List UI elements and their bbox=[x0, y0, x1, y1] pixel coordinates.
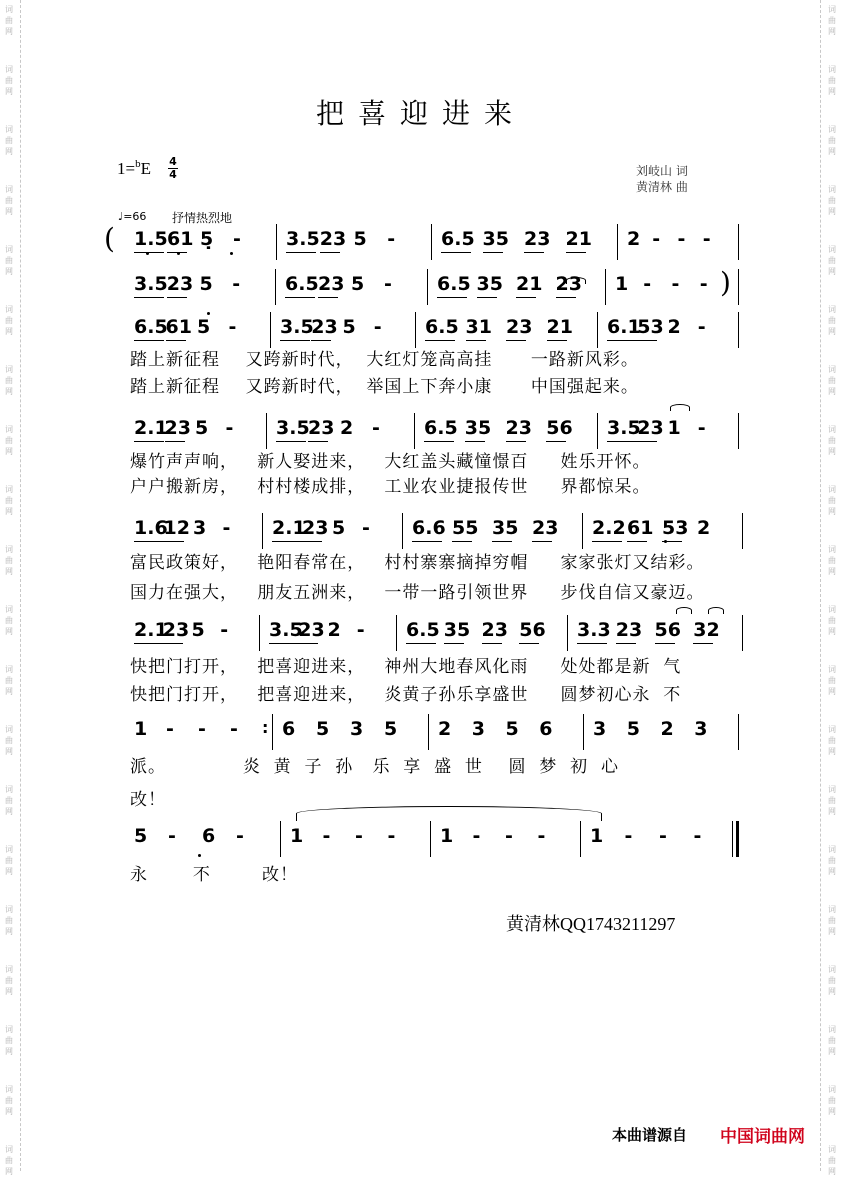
note: - bbox=[693, 825, 702, 847]
beam bbox=[637, 340, 657, 341]
beam bbox=[320, 252, 340, 253]
note: 1 bbox=[615, 273, 629, 295]
lyric-line: 踏上新征程 又跨新时代， 举国上下奔小康 中国强起来。 bbox=[130, 377, 639, 397]
note: - bbox=[677, 228, 686, 250]
note: 1 bbox=[290, 825, 304, 847]
note: - bbox=[230, 718, 238, 740]
source-site-link[interactable]: 中国词曲网 bbox=[720, 1127, 805, 1147]
note: 2.1 bbox=[134, 619, 168, 641]
lyric-line: 快把门打开， 把喜迎进来， 神州大地春风化雨 处处都是新 气 bbox=[130, 657, 682, 677]
watermark-text: 词 曲 网 bbox=[828, 785, 836, 816]
bar-line bbox=[415, 312, 416, 348]
slur-arc bbox=[670, 404, 690, 411]
bar-line bbox=[732, 821, 733, 857]
beam bbox=[516, 297, 536, 298]
lyric-line: 快把门打开， 把喜迎进来， 炎黄子孙乐享盛世 圆梦初心永 不 bbox=[130, 685, 682, 705]
note: 2.2 bbox=[592, 517, 626, 539]
bar-line bbox=[272, 714, 273, 750]
note: - bbox=[198, 718, 206, 740]
beam bbox=[425, 340, 455, 341]
note: - bbox=[322, 825, 331, 847]
bar-line bbox=[597, 413, 598, 449]
note: 23 bbox=[166, 273, 194, 295]
watermark-text: 词 曲 网 bbox=[5, 545, 13, 576]
note: 23 bbox=[319, 228, 347, 250]
bar-line bbox=[738, 224, 739, 260]
bar-line bbox=[617, 224, 618, 260]
slur-arc bbox=[708, 607, 724, 614]
note: 6.5 bbox=[425, 316, 459, 338]
watermark-text: 词 曲 网 bbox=[828, 665, 836, 696]
note: 3.5 bbox=[286, 228, 320, 250]
note: 23 bbox=[615, 619, 643, 641]
note: 5 bbox=[134, 825, 148, 847]
beam bbox=[546, 441, 566, 442]
tie-arc bbox=[296, 806, 602, 821]
note: 53 bbox=[662, 517, 689, 539]
note: 6.5 bbox=[424, 417, 458, 439]
bar-line bbox=[414, 413, 415, 449]
note: 35 bbox=[492, 517, 519, 539]
note: - bbox=[233, 228, 241, 250]
beam bbox=[637, 441, 657, 442]
bar-line bbox=[742, 513, 743, 549]
note: 3 bbox=[193, 517, 207, 539]
note: 3.3 bbox=[577, 619, 611, 641]
beam bbox=[285, 297, 315, 298]
note: 6.6 bbox=[412, 517, 446, 539]
note: 35 bbox=[443, 619, 471, 641]
bar-line bbox=[738, 413, 739, 449]
beam bbox=[693, 643, 713, 644]
note: 23 bbox=[308, 417, 335, 439]
note: - bbox=[697, 316, 706, 338]
arranger-signature: 黄清林QQ1743211297 bbox=[506, 914, 676, 934]
beam bbox=[441, 252, 471, 253]
note: 3.5 bbox=[269, 619, 303, 641]
note: 3 bbox=[350, 718, 364, 740]
note: 3 bbox=[471, 718, 485, 740]
beam bbox=[607, 441, 637, 442]
note: 6.5 bbox=[134, 316, 168, 338]
bar-line bbox=[583, 714, 584, 750]
note: - bbox=[372, 417, 380, 439]
note: 56 bbox=[519, 619, 546, 641]
bar-line bbox=[266, 413, 267, 449]
note: 1.6 bbox=[134, 517, 168, 539]
note: 5 bbox=[195, 417, 209, 439]
note: 56 bbox=[654, 619, 681, 641]
note: 3 bbox=[694, 718, 708, 740]
octave-dot bbox=[177, 252, 180, 255]
lyric-line: 爆竹声声响， 新人娶进来， 大红盖头藏憧憬百 姓乐开怀。 bbox=[130, 452, 651, 472]
note: 23 bbox=[162, 619, 190, 641]
note: - bbox=[624, 825, 633, 847]
beam bbox=[163, 643, 183, 644]
note: 6.5 bbox=[437, 273, 471, 295]
beam bbox=[269, 643, 299, 644]
source-label: 本曲谱源自 bbox=[612, 1126, 688, 1144]
note: - bbox=[168, 825, 176, 847]
bar-line bbox=[580, 821, 581, 857]
beam bbox=[592, 541, 622, 542]
bar-line bbox=[582, 513, 583, 549]
note: - bbox=[236, 825, 244, 847]
watermark-text: 词 曲 网 bbox=[5, 5, 13, 36]
beam bbox=[616, 643, 636, 644]
note: - bbox=[702, 228, 711, 250]
right-margin-line bbox=[820, 0, 822, 1171]
note: 61 bbox=[165, 316, 192, 338]
beam bbox=[412, 541, 442, 542]
beam bbox=[607, 340, 637, 341]
beam bbox=[437, 297, 467, 298]
watermark-text: 词 曲 网 bbox=[5, 1085, 13, 1116]
watermark-text: 词 曲 网 bbox=[828, 125, 836, 156]
watermark-text: 词 曲 网 bbox=[5, 845, 13, 876]
watermark-text: 词 曲 网 bbox=[5, 125, 13, 156]
beam bbox=[280, 340, 310, 341]
note: 2 bbox=[438, 718, 452, 740]
repeat-dots: : bbox=[262, 718, 269, 737]
watermark-text: 词 曲 网 bbox=[828, 1025, 836, 1056]
note: - bbox=[362, 517, 370, 539]
beam bbox=[477, 297, 497, 298]
note: 21 bbox=[516, 273, 543, 295]
lyricist-credit: 刘岐山 词 bbox=[636, 164, 688, 178]
note: 31 bbox=[465, 316, 492, 338]
watermark-text: 词 曲 网 bbox=[828, 305, 836, 336]
bar-line bbox=[430, 821, 431, 857]
watermark-text: 词 曲 网 bbox=[828, 905, 836, 936]
bar-line bbox=[738, 312, 739, 348]
open-paren: ( bbox=[104, 222, 115, 255]
beam bbox=[302, 541, 322, 542]
bar-line bbox=[597, 312, 598, 348]
note: 5 bbox=[342, 316, 356, 338]
beam bbox=[134, 297, 164, 298]
note: - bbox=[505, 825, 513, 847]
song-title: 把喜迎进来 bbox=[315, 97, 526, 130]
watermark-text: 词 曲 网 bbox=[828, 1145, 836, 1176]
note: - bbox=[643, 273, 652, 295]
note: - bbox=[472, 825, 481, 847]
note: 2 bbox=[340, 417, 354, 439]
note: 21 bbox=[565, 228, 592, 250]
bar-line bbox=[276, 224, 277, 260]
note: 3.5 bbox=[607, 417, 641, 439]
note: 3.5 bbox=[276, 417, 310, 439]
bar-line bbox=[396, 615, 397, 651]
watermark-text: 词 曲 网 bbox=[5, 365, 13, 396]
beam bbox=[577, 643, 607, 644]
bar-line bbox=[428, 714, 429, 750]
bar-line bbox=[742, 615, 743, 651]
close-paren: ) bbox=[720, 266, 731, 299]
lyric-line: 国力在强大， 朋友五洲来， 一带一路引领世界 步伐自信又豪迈。 bbox=[130, 583, 705, 603]
beam bbox=[466, 340, 486, 341]
watermark-text: 词 曲 网 bbox=[5, 1145, 13, 1176]
beam bbox=[311, 340, 331, 341]
beam bbox=[164, 541, 184, 542]
note: 23 bbox=[318, 273, 345, 295]
tempo-mark: ♩=66 bbox=[118, 210, 147, 223]
beam bbox=[655, 643, 675, 644]
beam bbox=[167, 297, 187, 298]
note: 3 bbox=[593, 718, 607, 740]
note: - bbox=[697, 417, 706, 439]
time-signature: 4 4 bbox=[169, 155, 177, 181]
note: - bbox=[387, 825, 396, 847]
watermark-text: 词 曲 网 bbox=[828, 245, 836, 276]
bar-line bbox=[280, 821, 281, 857]
note: 3.5 bbox=[280, 316, 314, 338]
bar-line bbox=[402, 513, 403, 549]
watermark-text: 词 曲 网 bbox=[828, 485, 836, 516]
note: 5 bbox=[353, 228, 367, 250]
beam bbox=[492, 541, 512, 542]
note: 6.5 bbox=[441, 228, 475, 250]
watermark-text: 词 曲 网 bbox=[828, 1085, 836, 1116]
note: 6 bbox=[539, 718, 553, 740]
note: 5 bbox=[197, 316, 211, 338]
lyric-line: 改！ bbox=[130, 790, 166, 810]
octave-dot bbox=[230, 252, 233, 255]
watermark-text: 词 曲 网 bbox=[828, 605, 836, 636]
bar-line bbox=[605, 269, 606, 305]
beam bbox=[134, 340, 164, 341]
note: 35 bbox=[482, 228, 509, 250]
watermark-text: 词 曲 网 bbox=[5, 905, 13, 936]
note: 23 bbox=[505, 417, 532, 439]
note: 1 bbox=[590, 825, 604, 847]
note: - bbox=[387, 228, 396, 250]
note: 1.5 bbox=[134, 228, 168, 250]
note: 1 bbox=[134, 718, 148, 740]
octave-dot bbox=[146, 252, 149, 255]
beam bbox=[134, 252, 164, 253]
watermark-text: 词 曲 网 bbox=[5, 425, 13, 456]
beam bbox=[165, 441, 185, 442]
note: 23 bbox=[637, 417, 664, 439]
bar-line bbox=[270, 312, 271, 348]
beam bbox=[524, 252, 544, 253]
note: 56 bbox=[546, 417, 573, 439]
beam bbox=[406, 643, 436, 644]
watermark-text: 词 曲 网 bbox=[828, 965, 836, 996]
watermark-text: 词 曲 网 bbox=[828, 845, 836, 876]
bar-line bbox=[736, 821, 739, 857]
slur-arc bbox=[566, 277, 586, 284]
note: 21 bbox=[546, 316, 573, 338]
beam bbox=[276, 441, 306, 442]
note: - bbox=[356, 619, 365, 641]
note: 2.1 bbox=[134, 417, 168, 439]
watermark-text: 词 曲 网 bbox=[5, 785, 13, 816]
watermark-text: 词 曲 网 bbox=[828, 65, 836, 96]
composer-credit: 黄清林 曲 bbox=[636, 180, 688, 194]
bar-line bbox=[262, 513, 263, 549]
bar-line bbox=[431, 224, 432, 260]
beam bbox=[566, 252, 586, 253]
bar-line bbox=[275, 269, 276, 305]
beam bbox=[482, 643, 502, 644]
note: 35 bbox=[476, 273, 503, 295]
beam bbox=[272, 541, 302, 542]
note: 23 bbox=[555, 273, 582, 295]
watermark-text: 词 曲 网 bbox=[5, 245, 13, 276]
watermark-text: 词 曲 网 bbox=[5, 725, 13, 756]
note: 6.1 bbox=[607, 316, 641, 338]
note: 6.5 bbox=[285, 273, 319, 295]
left-margin-line bbox=[20, 0, 22, 1171]
watermark-text: 词 曲 网 bbox=[5, 1025, 13, 1056]
watermark-text: 词 曲 网 bbox=[828, 365, 836, 396]
note: - bbox=[384, 273, 392, 295]
beam bbox=[532, 541, 552, 542]
beam bbox=[483, 252, 503, 253]
note: 1 bbox=[440, 825, 454, 847]
bar-line bbox=[738, 269, 739, 305]
beam bbox=[627, 541, 647, 542]
note: 2 bbox=[667, 316, 681, 338]
beam bbox=[506, 340, 526, 341]
note: 2.1 bbox=[272, 517, 306, 539]
lyric-line: 派。 炎 黄 子 孙 乐 享 盛 世 圆 梦 初 心 bbox=[130, 757, 619, 777]
watermark-text: 词 曲 网 bbox=[5, 965, 13, 996]
note: 55 bbox=[452, 517, 479, 539]
note: - bbox=[355, 825, 363, 847]
note: 23 bbox=[311, 316, 338, 338]
beam bbox=[298, 643, 318, 644]
note: 53 bbox=[637, 316, 664, 338]
watermark-text: 词 曲 网 bbox=[5, 485, 13, 516]
bar-line bbox=[259, 615, 260, 651]
beam bbox=[134, 643, 164, 644]
note: 23 bbox=[481, 619, 508, 641]
note: 5 bbox=[384, 718, 398, 740]
note: 23 bbox=[164, 417, 191, 439]
beam bbox=[547, 340, 567, 341]
beam bbox=[506, 441, 526, 442]
octave-dot bbox=[198, 854, 201, 857]
note: 1 bbox=[667, 417, 681, 439]
note: 35 bbox=[464, 417, 492, 439]
beam bbox=[452, 541, 472, 542]
watermark-text: 词 曲 网 bbox=[828, 725, 836, 756]
note: 61 bbox=[167, 228, 194, 250]
note: 6.5 bbox=[406, 619, 440, 641]
beam bbox=[166, 340, 186, 341]
note: - bbox=[232, 273, 241, 295]
watermark-text: 词 曲 网 bbox=[828, 545, 836, 576]
watermark-text: 词 曲 网 bbox=[828, 185, 836, 216]
note: 2 bbox=[697, 517, 711, 539]
note: - bbox=[373, 316, 382, 338]
note: - bbox=[228, 316, 237, 338]
note: 5 bbox=[199, 273, 213, 295]
watermark-text: 词 曲 网 bbox=[5, 605, 13, 636]
note: 5̣ bbox=[200, 228, 214, 250]
note: 61 bbox=[627, 517, 654, 539]
note: 23 bbox=[524, 228, 551, 250]
note: - bbox=[166, 718, 174, 740]
note: 3.5 bbox=[134, 273, 168, 295]
note: - bbox=[659, 825, 667, 847]
beam bbox=[134, 541, 164, 542]
lyric-line: 踏上新征程 又跨新时代， 大红灯笼高高挂 一路新风彩。 bbox=[130, 350, 639, 370]
beam bbox=[424, 441, 454, 442]
note: 5 bbox=[316, 718, 330, 740]
beam bbox=[134, 441, 164, 442]
key-signature: 1=$^b$E bbox=[117, 158, 151, 178]
note: 6 bbox=[282, 718, 296, 740]
note: 12 bbox=[163, 517, 190, 539]
slur-arc bbox=[676, 607, 692, 614]
note: - bbox=[220, 619, 229, 641]
watermark-text: 词 曲 网 bbox=[828, 5, 836, 36]
octave-dot bbox=[207, 312, 210, 315]
note: 23 bbox=[506, 316, 533, 338]
beam bbox=[286, 252, 316, 253]
note: 5 bbox=[351, 273, 365, 295]
watermark-text: 词 曲 网 bbox=[5, 665, 13, 696]
note: - bbox=[652, 228, 661, 250]
note: - bbox=[222, 517, 231, 539]
beam bbox=[308, 441, 328, 442]
note: 5 bbox=[332, 517, 346, 539]
beam bbox=[556, 297, 576, 298]
bar-line bbox=[738, 714, 739, 750]
note: - bbox=[537, 825, 546, 847]
note: 32 bbox=[693, 619, 720, 641]
note: - bbox=[671, 273, 680, 295]
watermark-text: 词 曲 网 bbox=[5, 185, 13, 216]
note: 5 bbox=[191, 619, 205, 641]
note: 5 bbox=[626, 718, 640, 740]
beam bbox=[519, 643, 539, 644]
bar-line bbox=[567, 615, 568, 651]
note: - bbox=[699, 273, 708, 295]
watermark-text: 词 曲 网 bbox=[5, 305, 13, 336]
beam bbox=[318, 297, 338, 298]
octave-dot bbox=[664, 540, 667, 543]
lyric-line: 户户搬新房， 村村楼成排， 工业农业捷报传世 界都惊呆。 bbox=[130, 477, 651, 497]
lyric-line: 永 不 改！ bbox=[130, 865, 299, 885]
note: 2 bbox=[627, 228, 641, 250]
watermark-text: 词 曲 网 bbox=[5, 65, 13, 96]
beam bbox=[444, 643, 464, 644]
note: 2 bbox=[327, 619, 341, 641]
watermark-text: 词 曲 网 bbox=[828, 425, 836, 456]
note: 5 bbox=[505, 718, 519, 740]
note: 2 bbox=[660, 718, 674, 740]
note: 23 bbox=[298, 619, 325, 641]
note: 23 bbox=[532, 517, 559, 539]
expression-mark: 抒情热烈地 bbox=[172, 211, 233, 225]
note: 23 bbox=[302, 517, 329, 539]
beam bbox=[465, 441, 485, 442]
note: - bbox=[225, 417, 234, 439]
lyric-line: 富民政策好， 艳阳春常在， 村村寨寨摘掉穷帽 家家张灯又结彩。 bbox=[130, 553, 705, 573]
bar-line bbox=[427, 269, 428, 305]
note: 6 bbox=[202, 825, 216, 847]
